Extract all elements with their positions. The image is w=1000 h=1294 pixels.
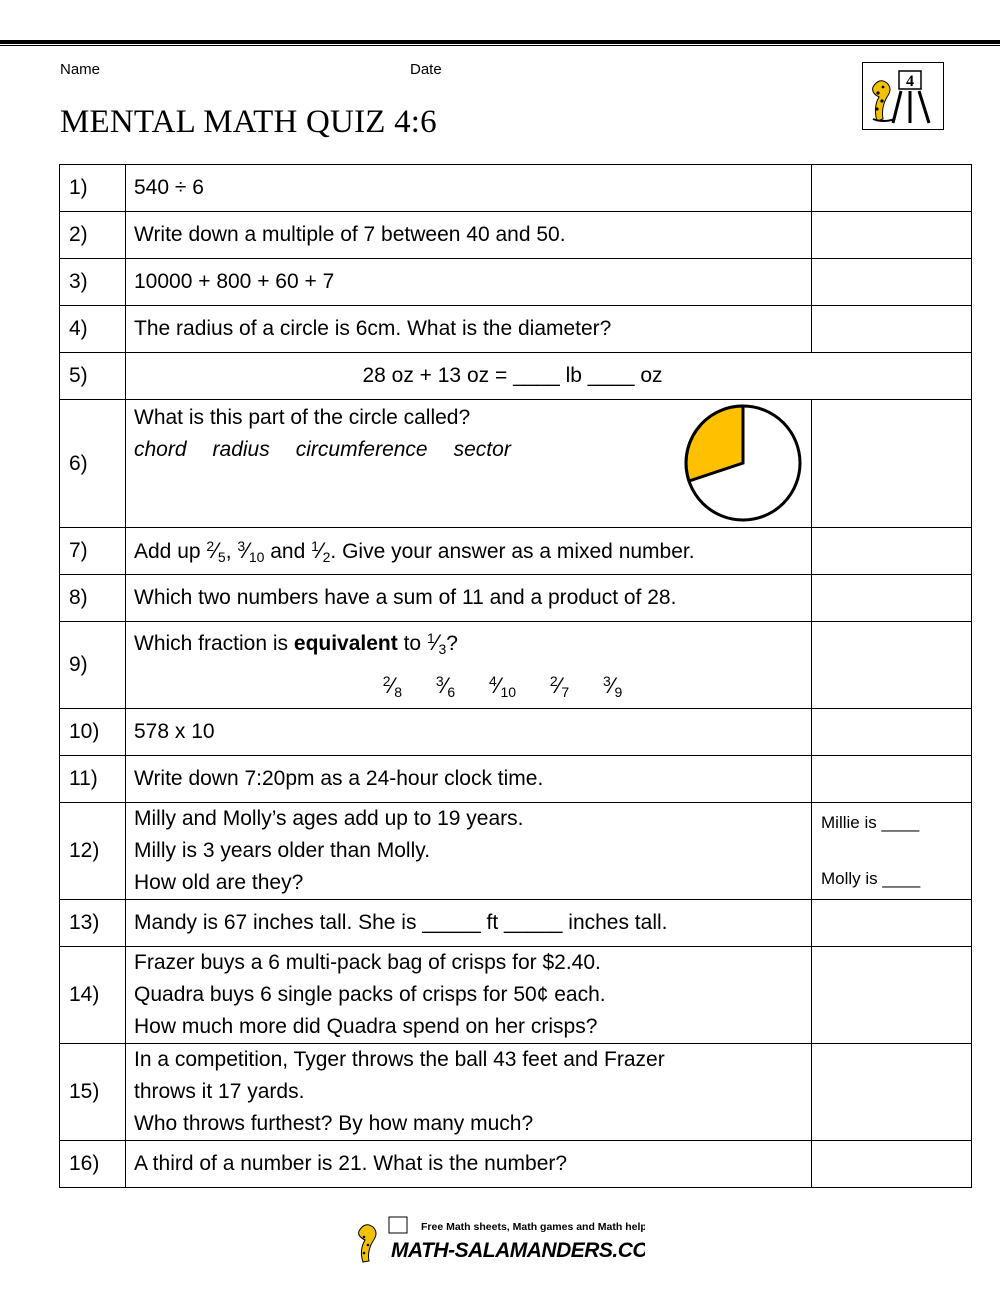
question-number: 11) (60, 756, 126, 803)
question-row (60, 353, 972, 400)
logo-grade-number: 4 (906, 73, 914, 90)
page-title: MENTAL MATH QUIZ 4:6 (60, 104, 437, 140)
fraction: $^1⁄_3$ (426, 630, 447, 657)
question-number: 6) (60, 400, 126, 528)
question-text: Mandy is 67 inches tall. She is _____ ft _____ inches tall. (126, 900, 812, 947)
question-text: Which two numbers have a sum of 11 and a product of 28. (126, 575, 812, 622)
fraction-choice: $^3⁄_9$ (603, 673, 623, 700)
math-salamanders-logo (355, 1215, 645, 1265)
question-number: 5) (60, 353, 126, 400)
option-circumference: circumference (295, 438, 428, 461)
question-number: 16) (60, 1141, 126, 1188)
question-text: A third of a number is 21. What is the number? (126, 1141, 812, 1188)
answer-box[interactable] (812, 212, 972, 259)
question-number: 13) (60, 900, 126, 947)
quiz-table (59, 164, 972, 1188)
question-text: What is this part of the circle called? (134, 406, 471, 429)
answer-box[interactable] (812, 575, 972, 622)
question-number: 10) (60, 709, 126, 756)
question-row (60, 1141, 972, 1188)
answer-box[interactable] (812, 947, 972, 1044)
question-row (60, 947, 972, 1044)
question-line: In a competition, Tyger throws the ball 43 feet and Frazer (134, 1048, 665, 1071)
question-number: 2) (60, 212, 126, 259)
fraction-choice: $^3⁄_6$ (435, 673, 456, 700)
question-row (60, 400, 972, 528)
question-text: The radius of a circle is 6cm. What is the diameter? (126, 306, 812, 353)
question-line: Milly is 3 years older than Molly. (134, 839, 431, 862)
answer-box[interactable] (812, 306, 972, 353)
question-row (60, 756, 972, 803)
question-row (60, 575, 972, 622)
question-row (60, 212, 972, 259)
answer-box[interactable] (812, 803, 972, 900)
answer-line-millie: Millie is ____ (821, 813, 920, 832)
date-label: Date (410, 61, 442, 78)
question-number: 8) (60, 575, 126, 622)
answer-box[interactable] (812, 900, 972, 947)
question-number: 3) (60, 259, 126, 306)
question-line: Quadra buys 6 single packs of crisps for 50¢ each. (134, 983, 606, 1006)
question-number: 14) (60, 947, 126, 1044)
question-cell (126, 947, 812, 1044)
option-chord: chord (134, 438, 187, 461)
answer-box[interactable] (812, 709, 972, 756)
question-row (60, 803, 972, 900)
question-line: Frazer buys a 6 multi-pack bag of crisps for $2.40. (134, 951, 601, 974)
question-row (60, 622, 972, 709)
question-line: throws it 17 yards. (134, 1080, 305, 1103)
question-row (60, 259, 972, 306)
question-number: 15) (60, 1044, 126, 1141)
question-cell (126, 622, 812, 709)
question-text: 540 ÷ 6 (126, 165, 812, 212)
option-radius: radius (212, 438, 270, 461)
question-text: 28 oz + 13 oz = ____ lb ____ oz (126, 353, 972, 400)
question-text: Which fraction is equivalent to $^1⁄_3$? (134, 622, 811, 665)
fraction: $^1⁄_2$ (311, 537, 331, 565)
question-line: How much more did Quadra spend on her crisps? (134, 1015, 598, 1038)
footer-site: MATH-SALAMANDERS.COM (391, 1239, 645, 1262)
question-text: 10000 + 800 + 60 + 7 (126, 259, 812, 306)
question-text: 578 x 10 (126, 709, 812, 756)
footer-tagline: Free Math sheets, Math games and Math help (421, 1221, 645, 1233)
answer-line-molly: Molly is ____ (821, 869, 921, 888)
salamander-icon (359, 1225, 376, 1262)
fraction-choice: $^2⁄_8$ (382, 673, 402, 700)
fraction-choices (134, 665, 811, 708)
grade-logo (862, 62, 944, 130)
fraction-choice: $^2⁄_7$ (549, 673, 570, 700)
salamander-icon (863, 63, 943, 129)
question-cell (126, 1044, 812, 1141)
question-number: 9) (60, 622, 126, 709)
answer-box[interactable] (812, 1044, 972, 1141)
fraction: $^3⁄_{10}$ (237, 537, 265, 565)
question-number: 12) (60, 803, 126, 900)
question-row (60, 165, 972, 212)
option-sector: sector (453, 438, 511, 461)
footer-logo[interactable] (355, 1215, 645, 1265)
answer-box[interactable] (812, 1141, 972, 1188)
question-text: Add up $^2⁄_5$, $^3⁄_{10}$ and $^1⁄_2$. Give your answer as a mixed number. (126, 528, 812, 575)
answer-box[interactable] (812, 259, 972, 306)
answer-box[interactable] (812, 756, 972, 803)
answer-box[interactable] (812, 400, 972, 528)
answer-box[interactable] (812, 528, 972, 575)
answer-box[interactable] (812, 165, 972, 212)
question-number: 1) (60, 165, 126, 212)
circle-sector-diagram (682, 402, 804, 524)
question-row (60, 709, 972, 756)
answer-box[interactable] (812, 622, 972, 709)
top-rule (0, 40, 1000, 46)
question-cell (126, 400, 812, 528)
question-row (60, 900, 972, 947)
question-number: 4) (60, 306, 126, 353)
question-line: Milly and Molly’s ages add up to 19 years. (134, 807, 524, 830)
question-text: Write down 7:20pm as a 24-hour clock time. (126, 756, 812, 803)
fraction-choice: $^4⁄_{10}$ (488, 673, 517, 700)
question-line: Who throws furthest? By how many much? (134, 1112, 534, 1135)
fraction: $^2⁄_5$ (206, 537, 226, 565)
question-row (60, 1044, 972, 1141)
question-line: How old are they? (134, 871, 304, 894)
question-row (60, 306, 972, 353)
question-row (60, 528, 972, 575)
name-label: Name (60, 61, 101, 78)
question-number: 7) (60, 528, 126, 575)
question-cell (126, 803, 812, 900)
question-text: Write down a multiple of 7 between 40 and 50. (126, 212, 812, 259)
